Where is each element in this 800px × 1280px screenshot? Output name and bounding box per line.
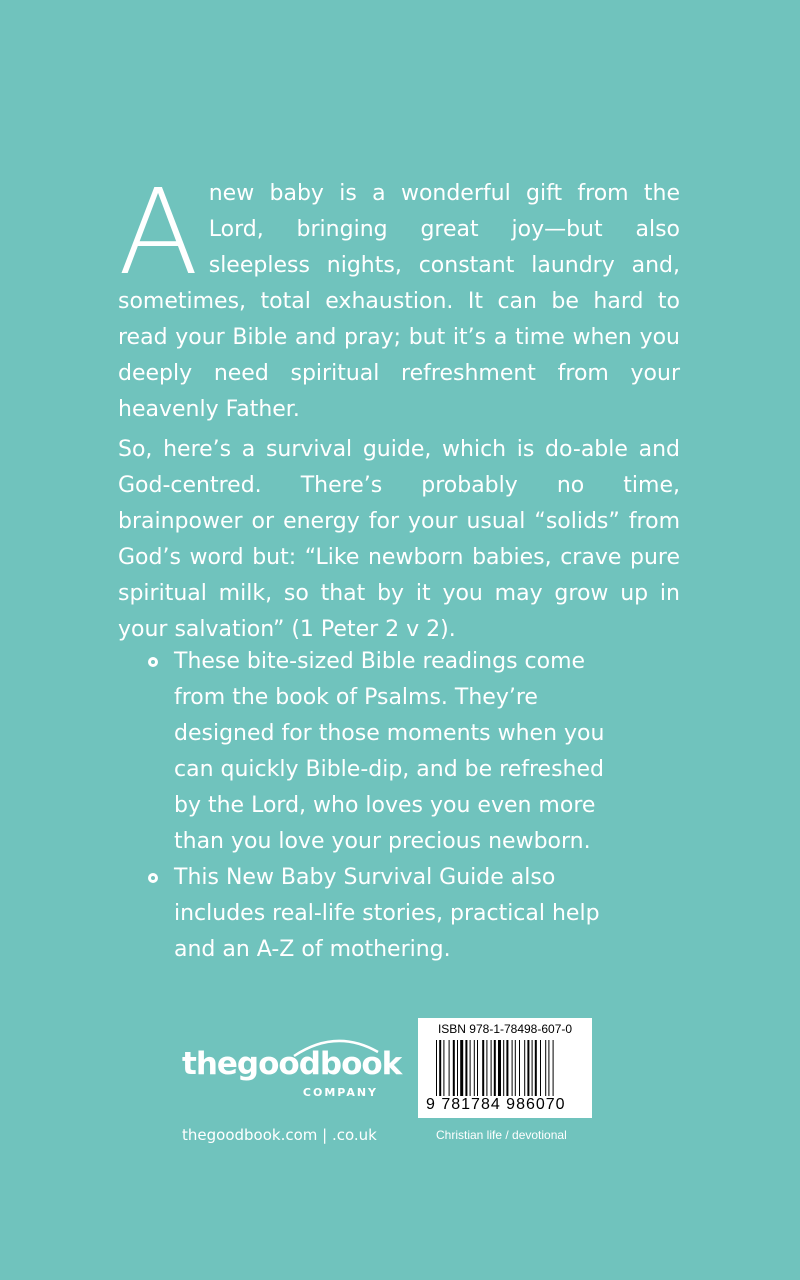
logo-wordmark: thegoodbook (182, 1046, 402, 1082)
bullet-circle-icon (148, 873, 158, 883)
list-item (148, 644, 628, 860)
second-paragraph: So, here’s a survival guide, which is do-able and God-centred. There’s probably no time, brainpower or energy for your usual “solids” from God’s word but: “Like newborn babies, crave pure spiritual milk, so that by it you may grow up in your salvation” (1 Peter 2 v 2). (118, 437, 680, 642)
category-label: Christian life / devotional (436, 1128, 567, 1142)
bullet-text: These bite-sized Bible readings come from the book of Psalms. They’re designed for those moments when you can quickly Bible-dip, and be refreshed by the Lord, who loves you even more than you love your precious newborn. (174, 649, 605, 854)
barcode-bars (436, 1040, 586, 1096)
logo-subtitle: COMPANY (302, 1086, 378, 1099)
bullet-text: This New Baby Survival Guide also includes real-life stories, practical help and an A-Z of mothering. (174, 865, 600, 962)
barcode (418, 1018, 592, 1118)
bullet-list (148, 644, 628, 968)
isbn-digits: 9 781784 986070 (426, 1096, 566, 1113)
isbn-label: ISBN 978-1-78498-607-0 (437, 1022, 573, 1036)
intro-text: new baby is a wonderful gift from the Lord, bringing great joy—but also sleepless nights, constant laundry and, sometimes, total exhaustion. It can be hard to read your Bible and pray; but it’s a time when you deeply need spiritual refreshment from your heavenly Father. (118, 181, 680, 422)
publisher-logo (182, 1034, 402, 1104)
drop-cap: A (118, 163, 199, 301)
list-item (148, 860, 628, 968)
publisher-website: thegoodbook.com | .co.uk (182, 1126, 377, 1144)
bullet-circle-icon (148, 657, 158, 667)
intro-paragraph (118, 163, 680, 428)
